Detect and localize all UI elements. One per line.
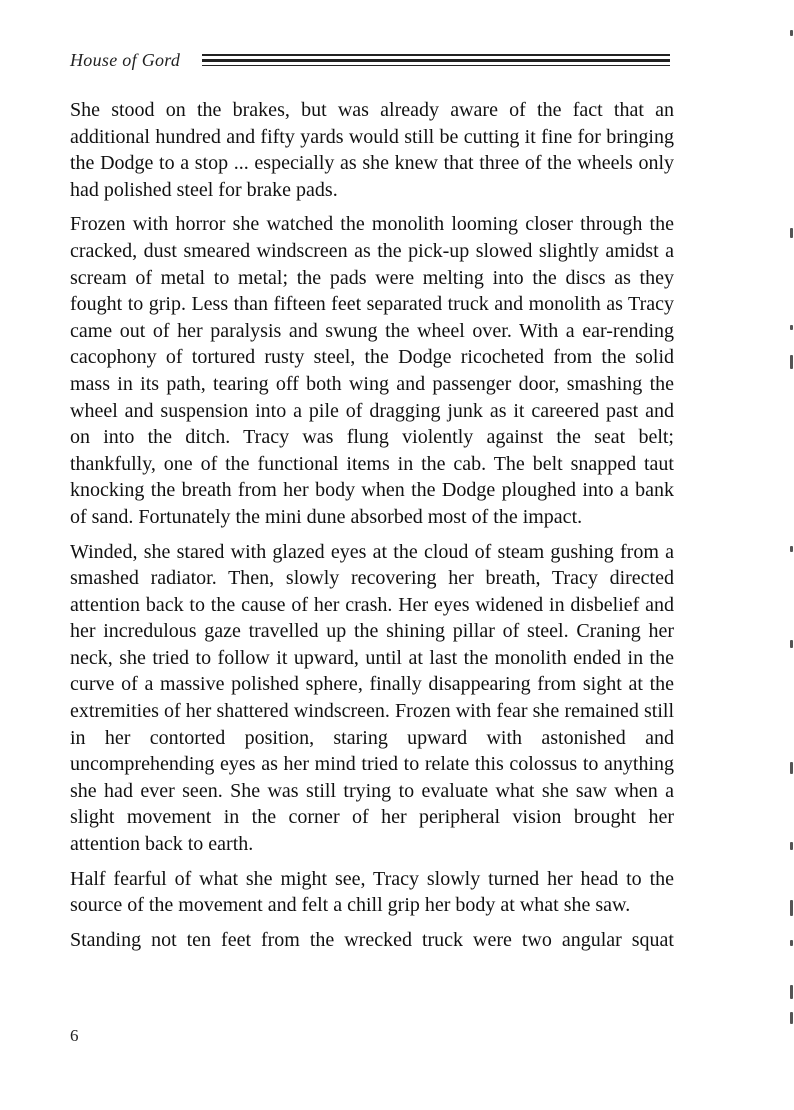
header-rule [202,54,670,66]
scan-speck [790,355,793,369]
body-text [70,97,674,961]
scan-speck [790,1012,793,1024]
scan-edge-marks [788,0,794,1110]
header-rule-line [202,54,670,56]
running-header [70,46,670,74]
header-rule-line [202,65,670,67]
scan-speck [790,228,793,238]
scan-speck [790,985,793,999]
scan-speck [790,30,793,36]
paragraph: Half fearful of what she might see, Tracy slowly turned her head to the source of the movement and felt a chill grip her body at what she saw. [70,867,674,917]
paragraph: Winded, she stared with glazed eyes at the cloud of steam gushing from a smashed radiator. Then, slowly recovering her breath, Tracy directed attention back to the cause of her crash. Her eyes widened in disbelief and her incredulous gaze travelled up the shining pillar of steel. Craning her neck, she tried to follow it upward, until at last the monolith ended in the curve of a massive polished sphere, finally disappearing from sight at the extremities of her shattered windscreen. Frozen with fear she remained still in her contorted position, staring upward with astonished and uncomprehending eyes as her mind tried to relate this colossus to anything she had ever seen. She was still trying to evaluate what she saw when a slight movement in the corner of her peripheral vision brought her attention back to earth. [70,540,674,856]
paragraph: She stood on the brakes, but was already aware of the fact that an additional hundred and fifty yards would still be cutting it fine for bringing the Dodge to a stop ... especially as she knew that three of the wheels only had polished steel for brake pads. [70,99,674,201]
scan-speck [790,546,793,552]
paragraph: Frozen with horror she watched the monolith looming closer through the cracked, dust smeared windscreen as the pick-up slowed slightly amidst a scream of metal to metal; the pads were melting into the discs as they fought to grip. Less than fifteen feet separated truck and monolith as Tracy came out of her paralysis and swung the wheel over. With a ear-rending cacophony of tortured rusty steel, the Dodge ricocheted from the solid mass in its path, tearing off both wing and passenger door, smashing the wheel and suspension into a pile of dragging junk as it careered past and on into the ditch. Tracy was flung violently against the seat belt; thankfully, one of the functional items in the cab. The belt snapped taut knocking the breath from her body when the Dodge ploughed into a bank of sand. Fortunately the mini dune absorbed most of the impact. [70,213,674,528]
running-title: House of Gord [70,49,181,70]
scan-speck [790,940,793,946]
page-number: 6 [70,1026,79,1045]
scan-speck [790,762,793,774]
scan-speck [790,842,793,850]
scan-speck [790,900,793,916]
header-rule-line [202,59,670,62]
scan-speck [790,640,793,648]
scan-speck [790,325,793,330]
paragraph-continued: Standing not ten feet from the wrecked truck were two angular squat [70,928,674,951]
